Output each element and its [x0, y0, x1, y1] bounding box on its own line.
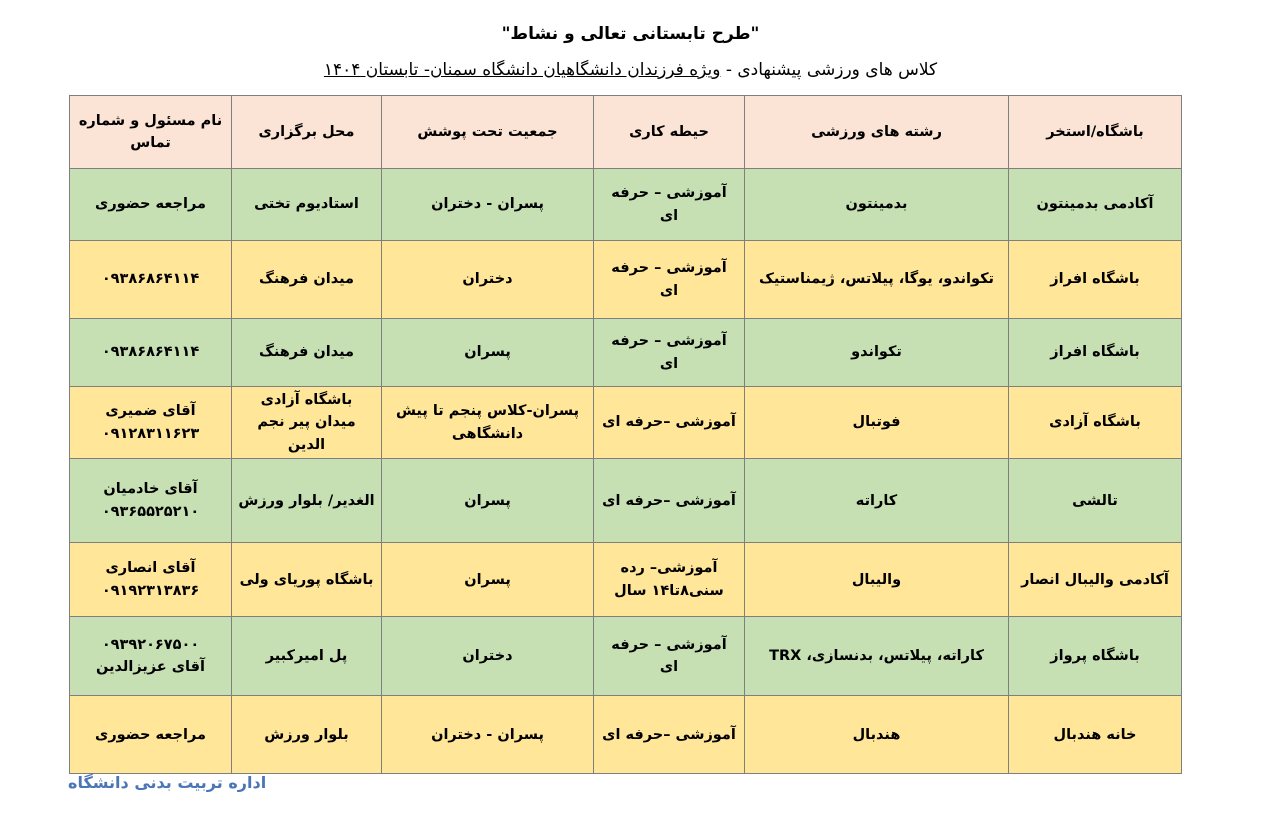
table-row [70, 319, 1182, 387]
footer-department: اداره تربیت بدنی دانشگاه [68, 773, 267, 792]
table-header-row [70, 96, 1182, 169]
contact-line: آقای انصاری [105, 560, 196, 577]
cell-sports: هندبال [745, 696, 1009, 774]
contact-line: آقای عزیزالدین [96, 659, 205, 676]
cell-club: آکادمی والیبال انصار [1009, 543, 1182, 617]
cell-contact [70, 319, 232, 387]
contact-line: ۰۹۱۲۸۳۱۱۶۲۳ [101, 425, 200, 442]
table-row [70, 617, 1182, 696]
cell-contact [70, 241, 232, 319]
table-row [70, 241, 1182, 319]
contact-line: ۰۹۱۹۲۳۱۳۸۳۶ [101, 582, 200, 599]
cell-sports: کاراته [745, 459, 1009, 543]
header-club: باشگاه/استخر [1009, 96, 1182, 169]
cell-population: پسران [382, 543, 594, 617]
contact-line: ۰۹۳۸۶۸۶۴۱۱۴ [101, 271, 200, 288]
table-row [70, 387, 1182, 459]
cell-scope: آموزشی– رده سنی۸تا۱۴ سال [594, 543, 745, 617]
cell-club: باشگاه افراز [1009, 241, 1182, 319]
cell-sports: کاراته، پیلاتس، بدنسازی، TRX [745, 617, 1009, 696]
cell-population: دختران [382, 617, 594, 696]
cell-scope: آموزشی –حرفه ای [594, 387, 745, 459]
cell-scope: آموزشی – حرفه ای [594, 241, 745, 319]
cell-club: باشگاه پرواز [1009, 617, 1182, 696]
header-sports: رشته های ورزشی [745, 96, 1009, 169]
contact-line: ۰۹۳۸۶۸۶۴۱۱۴ [101, 344, 200, 361]
cell-scope: آموزشی –حرفه ای [594, 459, 745, 543]
contact-line: آقای ضمیری [105, 403, 196, 420]
cell-population: پسران - دختران [382, 696, 594, 774]
cell-club: تالشی [1009, 459, 1182, 543]
cell-venue: باشگاه پوریای ولی [232, 543, 382, 617]
cell-club: خانه هندبال [1009, 696, 1182, 774]
cell-contact [70, 543, 232, 617]
page-title: "طرح تابستانی تعالی و نشاط" [501, 24, 760, 44]
cell-population: پسران [382, 319, 594, 387]
header-venue: محل برگزاری [232, 96, 382, 169]
contact-line: مراجعه حضوری [95, 196, 206, 213]
contact-line: ۰۹۳۶۵۵۲۵۲۱۰ [101, 503, 200, 520]
contact-line: آقای خادمیان [103, 481, 198, 498]
cell-venue: الغدیر/ بلوار ورزش [232, 459, 382, 543]
table-row [70, 543, 1182, 617]
header-scope: حیطه کاری [594, 96, 745, 169]
subtitle-part1: کلاس های ورزشی پیشنهادی - [720, 60, 938, 80]
cell-venue: بلوار ورزش [232, 696, 382, 774]
cell-scope: آموزشی –حرفه ای [594, 696, 745, 774]
classes-table [69, 95, 1182, 774]
cell-sports: والیبال [745, 543, 1009, 617]
subtitle-part2: ویژه فرزندان دانشگاهیان دانشگاه سمنان- تابستان ۱۴۰۴ [323, 60, 721, 80]
cell-venue: پل امیرکبیر [232, 617, 382, 696]
header-contact: نام مسئول و شماره تماس [70, 96, 232, 169]
cell-club: باشگاه آزادی [1009, 387, 1182, 459]
cell-sports: تکواندو، یوگا، پیلاتس، ژیمناستیک [745, 241, 1009, 319]
cell-sports: بدمینتون [745, 169, 1009, 241]
table-row [70, 696, 1182, 774]
cell-population: دختران [382, 241, 594, 319]
cell-venue: میدان فرهنگ [232, 241, 382, 319]
table-row [70, 459, 1182, 543]
cell-contact [70, 617, 232, 696]
cell-contact [70, 169, 232, 241]
cell-contact [70, 696, 232, 774]
cell-population: پسران - دختران [382, 169, 594, 241]
cell-scope: آموزشی – حرفه ای [594, 169, 745, 241]
cell-venue: باشگاه آزادی میدان پیر نجم الدین [232, 387, 382, 459]
cell-population: پسران [382, 459, 594, 543]
cell-population: پسران-کلاس پنجم تا پیش دانشگاهی [382, 387, 594, 459]
page-subtitle [0, 60, 1261, 80]
cell-venue: استادیوم تختی [232, 169, 382, 241]
cell-venue: میدان فرهنگ [232, 319, 382, 387]
cell-club: آکادمی بدمینتون [1009, 169, 1182, 241]
cell-scope: آموزشی – حرفه ای [594, 617, 745, 696]
contact-line: ۰۹۳۹۲۰۶۷۵۰۰ [101, 636, 200, 653]
cell-sports: فوتبال [745, 387, 1009, 459]
contact-line: مراجعه حضوری [95, 726, 206, 743]
cell-contact [70, 459, 232, 543]
table-row [70, 169, 1182, 241]
header-population: جمعیت تحت پوشش [382, 96, 594, 169]
cell-club: باشگاه افراز [1009, 319, 1182, 387]
cell-contact [70, 387, 232, 459]
cell-scope: آموزشی – حرفه ای [594, 319, 745, 387]
cell-sports: تکواندو [745, 319, 1009, 387]
